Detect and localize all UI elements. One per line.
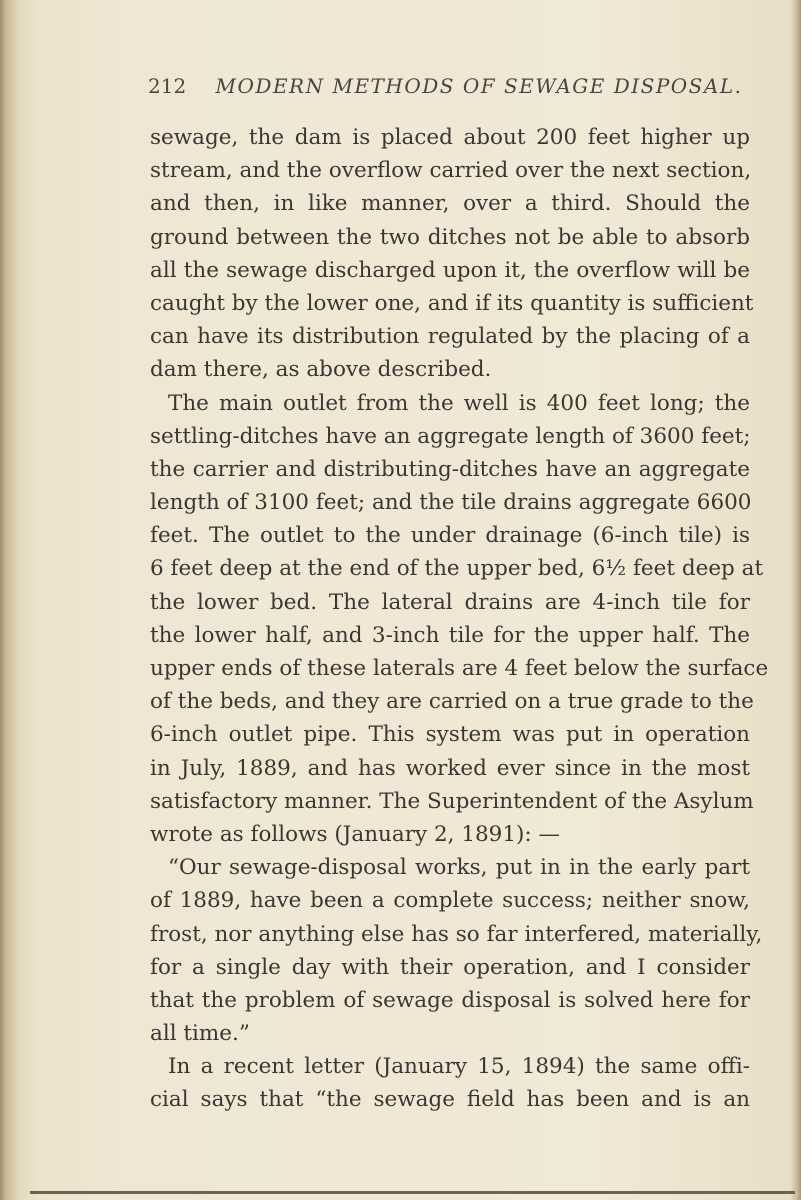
text-line: upper ends of these laterals are 4 feet below the surface: [150, 656, 769, 681]
text-line: all the sewage discharged upon it, the overflow will be: [150, 257, 750, 283]
text-line: ground between the two ditches not be able to absorb: [150, 224, 750, 250]
text-line: In a recent letter (January 15, 1894) the same offi-: [168, 1054, 750, 1080]
text-line: wrote as follows (January 2, 1891): —: [150, 821, 561, 847]
running-header: [148, 74, 748, 98]
page-edge: [791, 0, 801, 1200]
text-line: The main outlet from the well is 400 feet long; the: [168, 390, 750, 416]
text-line: the carrier and distributing-ditches have an aggregate: [150, 456, 750, 482]
text-line: dam there, as above described.: [150, 357, 492, 383]
text-line: feet. The outlet to the under drainage (6-inch tile) is: [150, 523, 750, 549]
text-line: satisfactory manner. The Superintendent of the Asylum: [150, 788, 754, 814]
text-line: sewage, the dam is placed about 200 feet higher up: [150, 125, 750, 150]
text-line: that the problem of sewage disposal is solved here for: [150, 987, 750, 1013]
text-line: of 1889, have been a complete success; neither snow,: [150, 888, 750, 914]
text-line: 6 feet deep at the end of the upper bed, 6½ feet deep at: [150, 556, 764, 582]
text-line: caught by the lower one, and if its quantity is sufficient: [150, 290, 754, 316]
text-line: stream, and the overflow carried over the next section,: [150, 158, 752, 184]
running-title: MODERN METHODS OF SEWAGE DISPOSAL.: [215, 74, 743, 98]
page-gutter: [0, 0, 18, 1200]
text-line: settling-ditches have an aggregate length of 3600 feet;: [150, 423, 751, 449]
page-number: 212: [148, 74, 187, 98]
text-line: and then, in like manner, over a third. Should the: [150, 191, 750, 217]
text-line: frost, nor anything else has so far interfered, materially,: [150, 921, 763, 947]
text-line: in July, 1889, and has worked ever since in the most: [150, 755, 750, 781]
text-line: can have its distribution regulated by the placing of a: [150, 324, 750, 350]
text-line: the lower bed. The lateral drains are 4-inch tile for: [150, 589, 750, 615]
page-bottom-rule: [30, 1191, 795, 1194]
text-line: all time.”: [150, 1021, 250, 1047]
text-line: cial says that “the sewage field has been and is an: [150, 1087, 750, 1113]
text-line: for a single day with their operation, and I consider: [150, 954, 750, 980]
text-line: of the beds, and they are carried on a true grade to the: [150, 689, 754, 715]
text-line: 6-inch outlet pipe. This system was put in operation: [150, 722, 750, 748]
body-text: [150, 121, 769, 1117]
text-line: length of 3100 feet; and the tile drains aggregate 6600: [150, 490, 752, 516]
text-line: the lower half, and 3-inch tile for the upper half. The: [150, 622, 750, 648]
text-line: “Our sewage-disposal works, put in in the early part: [168, 855, 750, 881]
